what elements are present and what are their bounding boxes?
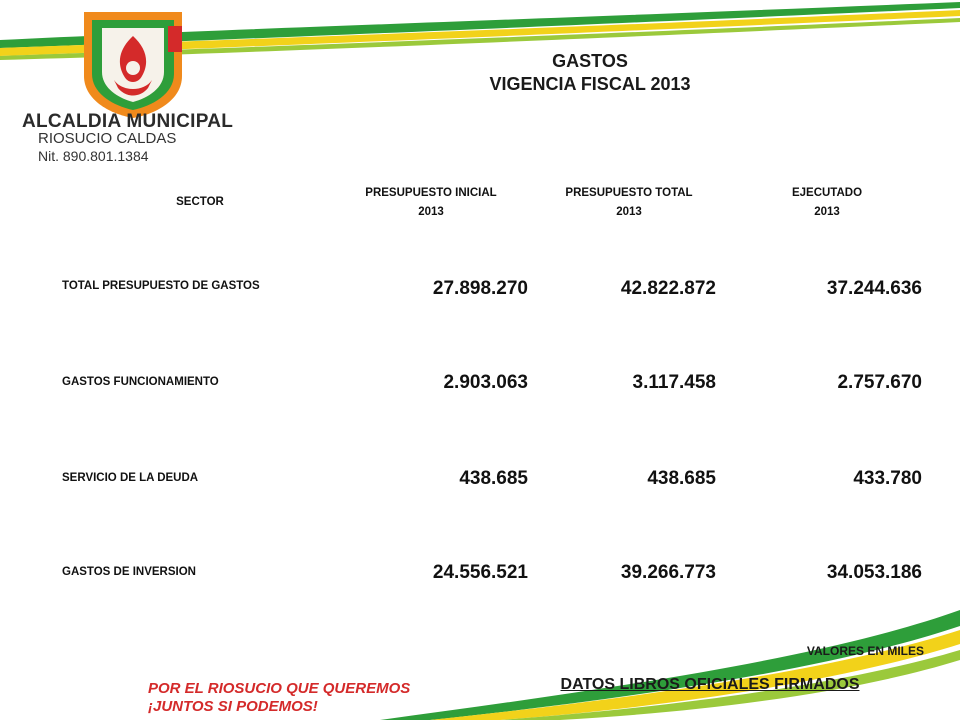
value-funcionamiento-ejecutado: 2.757.670 (837, 372, 922, 393)
footer-swoosh (0, 600, 960, 720)
title-line-2: VIGENCIA FISCAL 2013 (489, 74, 691, 94)
value-inversion-inicial: 24.556.521 (432, 562, 528, 583)
row-label-inversion: GASTOS DE INVERSION (62, 566, 196, 578)
header-presupuesto-inicial-label: PRESUPUESTO INICIAL (365, 187, 497, 199)
value-total-inicial: 27.898.270 (432, 278, 528, 299)
units-note: VALORES EN MILES (806, 644, 924, 658)
header-presupuesto-total (534, 184, 724, 222)
municipal-logo (22, 4, 252, 164)
value-total-ejecutado: 37.244.636 (826, 278, 922, 299)
header-presupuesto-total-label: PRESUPUESTO TOTAL (565, 187, 693, 199)
row-label-deuda: SERVICIO DE LA DEUDA (62, 472, 199, 484)
header-ejecutado (732, 184, 922, 222)
header-presupuesto-inicial-year: 2013 (418, 206, 444, 218)
organization-nit: Nit. 890.801.1384 (38, 148, 149, 164)
value-deuda-inicial: 438.685 (459, 468, 528, 489)
header-sector-label: SECTOR (176, 196, 224, 208)
data-source-note: DATOS LIBROS OFICIALES FIRMADOS (560, 676, 860, 693)
value-funcionamiento-total: 3.117.458 (632, 372, 716, 393)
header-sector (130, 193, 270, 212)
organization-city: RIOSUCIO CALDAS (38, 130, 177, 147)
value-total-total: 42.822.872 (620, 278, 716, 299)
slogan-line-1: POR EL RIOSUCIO QUE QUEREMOS (148, 680, 411, 697)
page-title (380, 50, 800, 96)
title-line-1: GASTOS (552, 51, 628, 71)
value-funcionamiento-inicial: 2.903.063 (443, 372, 528, 393)
header-ejecutado-year: 2013 (814, 206, 840, 218)
campaign-slogan (148, 680, 410, 716)
row-label-funcionamiento: GASTOS FUNCIONAMIENTO (62, 376, 219, 388)
header-ejecutado-label: EJECUTADO (791, 187, 863, 199)
row-label-total: TOTAL PRESUPUESTO DE GASTOS (62, 280, 260, 292)
value-deuda-ejecutado: 433.780 (853, 468, 922, 489)
value-inversion-ejecutado: 34.053.186 (826, 562, 922, 583)
value-inversion-total: 39.266.773 (620, 562, 716, 583)
value-deuda-total: 438.685 (647, 468, 716, 489)
shield-crest-icon (78, 6, 188, 120)
organization-name: ALCALDIA MUNICIPAL (22, 111, 234, 132)
header-presupuesto-inicial (336, 184, 526, 222)
header-presupuesto-total-year: 2013 (616, 206, 642, 218)
slogan-line-2: ¡JUNTOS SI PODEMOS! (148, 698, 318, 715)
